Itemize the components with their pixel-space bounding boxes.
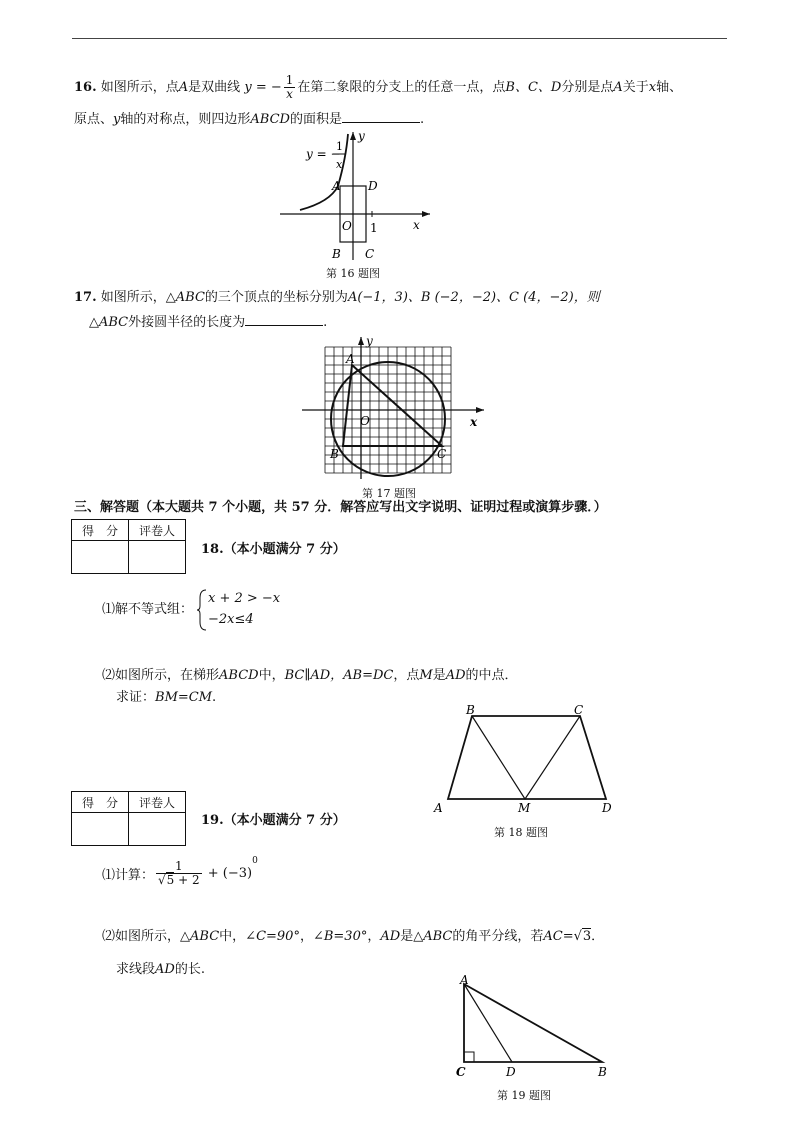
q18-inequality-1: x + 2 > −x xyxy=(208,591,281,606)
q19-part1: ⑴计算： $\frac{1}{√5 + 2}$ + $(-3)^0$ xyxy=(102,856,258,887)
q16-fraction: $\frac{1}{x}$ xyxy=(285,73,294,101)
q17-y-arrow xyxy=(358,337,364,345)
q16-x-arrow xyxy=(422,211,430,217)
q17-label-O: O xyxy=(360,414,370,428)
q17-x-arrow xyxy=(476,407,484,413)
q17-label-C: C xyxy=(437,447,447,461)
q17-figure xyxy=(298,333,490,483)
q18-caption: 第 18 题图 xyxy=(494,826,548,839)
q16-answer-blank[interactable] xyxy=(342,110,420,123)
q18-inequality-2: −2x≤4 xyxy=(208,612,254,627)
section3-heading: 三、解答题（本大题共 7 个小题，共 57 分．解答应写出文字说明、证明过程或演算步骤．） xyxy=(74,500,607,515)
q17-line2: △ABC外接圆半径的长度为 . xyxy=(89,315,328,330)
q19-score-table: 得 分 评卷人 xyxy=(71,791,186,846)
q17-label-B: B xyxy=(330,447,339,461)
q16-label-B: B xyxy=(332,247,341,261)
q16-label-D: D xyxy=(368,179,378,193)
q19-label-A: A xyxy=(460,973,469,987)
q19-fraction: $\frac{1}{√5 + 2}$ xyxy=(158,859,200,887)
q16-fig-eq-num: 1 xyxy=(336,140,343,153)
q19-label-D: D xyxy=(506,1065,516,1079)
q18-part1: ⑴解不等式组： xyxy=(102,602,194,617)
q18-segments-BM-CM xyxy=(472,716,580,799)
q18-figure xyxy=(430,704,620,816)
q16-caption: 第 16 题图 xyxy=(326,267,380,280)
q16-fig-eq-den: x xyxy=(336,158,343,171)
q18-score-cell[interactable] xyxy=(72,541,129,574)
q18-prove: 求证：BM=CM. xyxy=(116,690,217,705)
q18-brace xyxy=(196,588,208,632)
grader-label: 评卷人 xyxy=(129,520,186,541)
q16-y-arrow xyxy=(350,132,356,140)
q18-label-A: A xyxy=(434,801,443,815)
q19-part2: ⑵如图所示，△ABC中，∠C=90°，∠B=30°，AD是△ABC的角平分线，若AC=√3． xyxy=(102,929,605,944)
q18-label-C: C xyxy=(574,704,584,717)
q17-caption: 第 17 题图 xyxy=(362,487,416,500)
q16-label-1: 1 xyxy=(370,221,378,235)
q16-label-C: C xyxy=(365,247,375,261)
q16-label-x: x xyxy=(413,218,420,232)
q16-figure xyxy=(270,128,440,263)
q19-triangle xyxy=(464,984,602,1062)
q19-ask: 求线段AD的长. xyxy=(116,962,205,977)
q16-fig-eq: y = − xyxy=(306,147,341,161)
q16-number: 16. xyxy=(74,80,97,95)
q17-label-y: y xyxy=(366,334,373,348)
q19-score-cell[interactable] xyxy=(72,813,129,846)
q17-answer-blank[interactable] xyxy=(245,313,323,326)
q19-right-angle-mark xyxy=(464,1052,474,1062)
q19-figure xyxy=(450,972,620,1084)
q18-label-D: D xyxy=(602,801,612,815)
q19-title: 19.（本小题满分 7 分） xyxy=(201,813,346,828)
q17-label-x: x xyxy=(470,415,478,429)
q17-number: 17. xyxy=(74,290,97,305)
q18-part2: ⑵如图所示，在梯形ABCD中，BC∥AD，AB=DC，点M是AD的中点． xyxy=(102,668,518,683)
q18-label-M: M xyxy=(518,801,531,815)
q18-grader-cell[interactable] xyxy=(129,541,186,574)
q16-label-A: A xyxy=(332,179,341,193)
q19-caption: 第 19 题图 xyxy=(497,1089,551,1102)
q16-label-O: O xyxy=(342,219,352,233)
q18-title: 18.（本小题满分 7 分） xyxy=(201,542,346,557)
top-rule xyxy=(72,38,727,39)
q16-label-y: y xyxy=(358,129,365,143)
q18-score-table xyxy=(71,519,186,574)
q18-trapezoid xyxy=(448,716,606,799)
score-label: 得 分 xyxy=(72,520,129,541)
q17-label-A: A xyxy=(346,352,355,366)
q19-bisector-AD xyxy=(464,984,512,1062)
q19-label-B: B xyxy=(598,1065,607,1079)
q16-line1: 16. 如图所示，点A是双曲线 y = − $\frac{1}{x}$ 在第二象限的分支上的任意一点，点B、C、D分别是点A关于x轴、 xyxy=(74,73,683,101)
q16-line2: 原点、y轴的对称点，则四边形ABCD的面积是 . xyxy=(74,112,425,127)
q18-label-B: B xyxy=(466,704,475,717)
q19-label-C: C xyxy=(456,1065,466,1079)
q19-grader-cell[interactable] xyxy=(129,813,186,846)
q17-line1: 17. 如图所示，△ABC的三个顶点的坐标分别为A(−1，3)、B (−2，−2)、C (4，−2)，则 xyxy=(74,290,600,305)
